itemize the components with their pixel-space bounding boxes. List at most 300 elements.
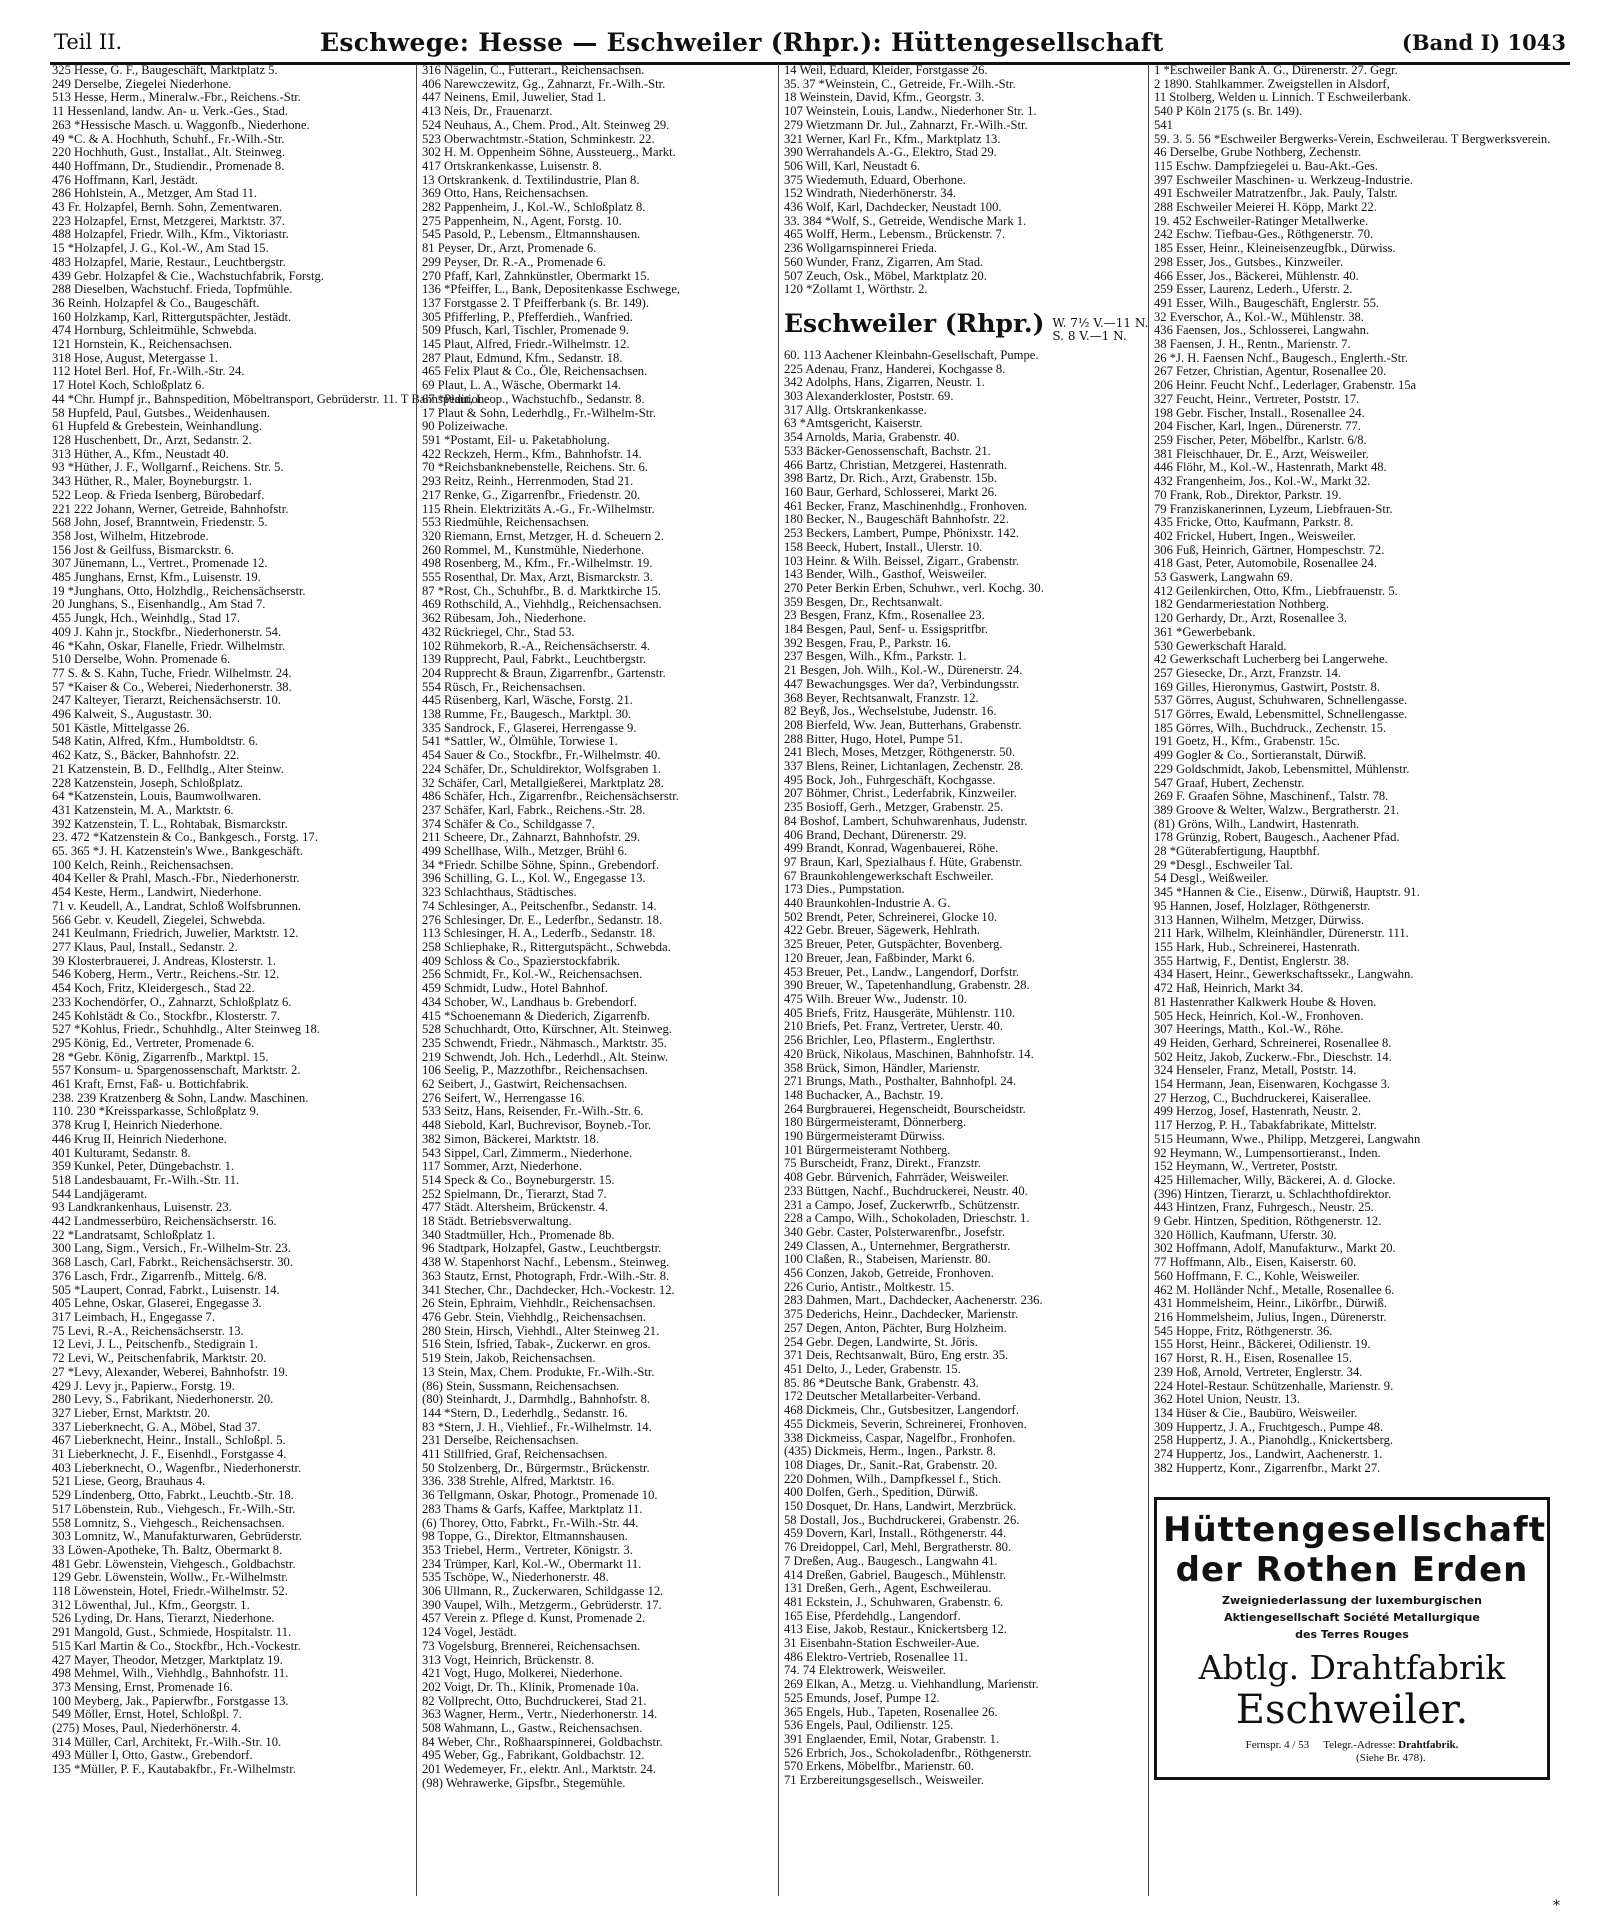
- directory-entry: 476 Hoffmann, Karl, Jestädt.: [52, 172, 198, 187]
- directory-entry: 124 Vogel, Jestädt.: [422, 1625, 517, 1640]
- directory-entry: 469 Rothschild, A., Viehhdlg., Reichensachsen.: [422, 597, 662, 612]
- directory-entry: 560 Hoffmann, F. C., Kohle, Weisweiler.: [1154, 1268, 1360, 1283]
- directory-entry: 20 Junghans, S., Eisenhandlg., Am Stad 7.: [52, 597, 266, 612]
- directory-entry: 309 Huppertz, J. A., Fruchtgesch., Pumpe 48.: [1154, 1419, 1384, 1434]
- directory-entry: 499 Brandt, Konrad, Wagenbauerei, Röhe.: [784, 841, 999, 856]
- directory-entry: 363 Wagner, Herm., Vertr., Niederhonerstr. 14.: [422, 1707, 658, 1722]
- directory-entry: 276 Seifert, W., Herrengasse 16.: [422, 1090, 585, 1105]
- directory-entry: 247 Kalteyer, Tierarzt, Reichensächserstr. 10.: [52, 693, 281, 708]
- directory-entry: 154 Hermann, Jean, Eisenwaren, Kochgasse 3.: [1154, 1077, 1391, 1092]
- directory-entry: 467 Lieberknecht, Heinr., Install., Schloßpl. 5.: [52, 1433, 286, 1448]
- directory-entry: 267 Fetzer, Christian, Agentur, Rosenallee 20.: [1154, 364, 1387, 379]
- directory-entry: 440 Braunkohlen-Industrie A. G.: [784, 896, 951, 911]
- directory-entry: 120 Breuer, Jean, Faßbinder, Markt 6.: [784, 950, 975, 965]
- directory-entry: 283 Dahmen, Mart., Dachdecker, Aachenerstr. 236.: [784, 1293, 1043, 1308]
- directory-entry: 58 Hupfeld, Paul, Gutsbes., Weidenhausen.: [52, 405, 271, 420]
- directory-entry: 415 *Schoenemann & Diederich, Zigarrenfb.: [422, 1008, 651, 1023]
- ad-telegram-label: Telegr.-Adresse:: [1323, 1739, 1396, 1752]
- directory-entry: 459 Schmidt, Ludw., Hotel Bahnhof.: [422, 981, 608, 996]
- directory-entry: 506 Will, Karl, Neustadt 6.: [784, 158, 921, 173]
- directory-entry: 529 Lindenberg, Otto, Fabrkt., Leuchtb.-Str. 18.: [52, 1488, 294, 1503]
- directory-entry: 39 Klosterbrauerei, J. Andreas, Klosterstr. 1.: [52, 953, 276, 968]
- directory-entry: 519 Stein, Jakob, Reichensachsen.: [422, 1351, 596, 1366]
- directory-entry: 439 Gebr. Holzapfel & Cie., Wachstuchfabrik, Forstg.: [52, 268, 324, 283]
- directory-entry: 152 Windrath, Niederhönerstr. 34.: [784, 186, 957, 201]
- directory-entry: 190 Bürgermeisteramt Dürwiss.: [784, 1129, 946, 1144]
- directory-entry: 121 Hornstein, K., Reichensachsen.: [52, 337, 233, 352]
- directory-entry: 76 Dreidoppel, Carl, Mehl, Bergratherstr. 80.: [784, 1540, 1012, 1555]
- section-heading-eschweiler: [784, 308, 1149, 343]
- directory-entry: 321 Werner, Karl Fr., Kfm., Marktplatz 13.: [784, 131, 1001, 146]
- directory-entry: 110. 230 *Kreissparkasse, Schloßplatz 9.: [52, 1104, 259, 1119]
- directory-entry: 245 Kohlstädt & Co., Stockfbr., Klosterstr. 7.: [52, 1008, 281, 1023]
- directory-entry: 361 *Gewerbebank.: [1154, 624, 1256, 639]
- directory-entry: 19. 452 Eschweiler-Ratinger Metallwerke.: [1154, 213, 1369, 228]
- directory-entry: 81 Hastenrather Kalkwerk Hoube & Hoven.: [1154, 994, 1377, 1009]
- directory-entry: 374 Schäfer & Co., Schildgasse 7.: [422, 816, 595, 831]
- directory-entry: 320 Riemann, Ernst, Metzger, H. d. Scheuern 2.: [422, 528, 664, 543]
- directory-entry: 77 S. & S. Kahn, Tuche, Friedr. Wilhelmstr. 24.: [52, 665, 292, 680]
- directory-entry: 283 Thams & Garfs, Kaffee, Marktplatz 11.: [422, 1501, 643, 1516]
- directory-entry: 440 Hoffmann, Dr., Studiendir., Promenade 8.: [52, 158, 285, 173]
- directory-entry: 475 Wilh. Breuer Ww., Judenstr. 10.: [784, 992, 967, 1006]
- directory-entry: 256 Schmidt, Fr., Kol.-W., Reichensachsen.: [422, 967, 643, 982]
- directory-entry: 368 Lasch, Carl, Fabrkt., Reichensächserstr. 30.: [52, 1255, 293, 1270]
- directory-entry: 280 Stein, Hirsch, Viehhdl., Alter Steinweg 21.: [422, 1323, 660, 1338]
- directory-entry: 488 Holzapfel, Friedr. Wilh., Kfm., Viktoriastr.: [52, 227, 289, 242]
- directory-entry: 517 Löbenstein, Rub., Viehgesch., Fr.-Wilh.-Str.: [52, 1501, 296, 1516]
- directory-entry: 113 Schlesinger, H. A., Lederfb., Sedanstr. 18.: [422, 926, 656, 941]
- directory-entry: 354 Arnolds, Maria, Grabenstr. 40.: [784, 430, 960, 445]
- directory-entry: 249 Classen, A., Unternehmer, Bergratherstr.: [784, 1238, 1011, 1253]
- directory-entry: 432 Rückriegel, Chr., Stad 53.: [422, 624, 575, 639]
- directory-entry: 100 Claßen, R., Stabeisen, Marienstr. 80.: [784, 1252, 991, 1267]
- directory-entry: 446 Krug II, Heinrich Niederhone.: [52, 1131, 227, 1146]
- office-hours-sunday: S. 8 V.—1 N.: [1052, 328, 1127, 343]
- directory-entry: 465 Wolff, Herm., Lebensm., Brückenstr. 7.: [784, 227, 1005, 242]
- directory-entry: 172 Deutscher Metallarbeiter-Verband.: [784, 1389, 981, 1404]
- directory-entry: 495 Bock, Joh., Fuhrgeschäft, Kochgasse.: [784, 772, 996, 787]
- directory-entry: 392 Katzenstein, T. L., Rohtabak, Bismarckstr.: [52, 816, 288, 831]
- directory-entry: 258 Huppertz, J. A., Pianohdlg., Knickertsberg.: [1154, 1433, 1394, 1448]
- directory-entry: 43 Fr. Holzapfel, Bernh. Sohn, Zementwaren.: [52, 200, 283, 215]
- directory-entry: 77 Hoffmann, Alb., Eisen, Kaiserstr. 60.: [1154, 1255, 1357, 1270]
- directory-entry: 447 Neinens, Emil, Juwelier, Stad 1.: [422, 90, 606, 105]
- directory-entry: 31 Eisenbahn-Station Eschweiler-Aue.: [784, 1636, 980, 1651]
- directory-entry: 313 Hüther, A., Kfm., Neustadt 40.: [52, 446, 229, 461]
- directory-entry: 465 Felix Plaut & Co., Öle, Reichensachsen.: [422, 364, 648, 379]
- directory-entry: 57 *Kaiser & Co., Weberei, Niederhonerstr. 38.: [52, 679, 292, 694]
- directory-entry: 169 Gilles, Hieronymus, Gastwirt, Poststr. 8.: [1154, 679, 1380, 694]
- directory-entry: 400 Dolfen, Gerh., Spedition, Dürwiß.: [784, 1485, 979, 1500]
- directory-entry: 451 Delto, J., Leder, Grabenstr. 15.: [784, 1361, 961, 1376]
- directory-entry: 554 Rüsch, Fr., Reichensachsen.: [422, 679, 586, 694]
- directory-entry: 535 Tschöpe, W., Niederhonerstr. 48.: [422, 1570, 609, 1585]
- directory-entry: 33. 384 *Wolf, S., Getreide, Wendische Mark 1.: [784, 213, 1027, 228]
- directory-entry: 211 Hark, Wilhelm, Kleinhändler, Dürenerstr. 111.: [1154, 926, 1409, 941]
- directory-entry: 27 Herzog, C., Buchdruckerei, Kaiserallee.: [1154, 1090, 1372, 1105]
- directory-entry: 314 Müller, Carl, Architekt, Fr.-Wilh.-Str. 10.: [52, 1734, 282, 1749]
- section-office-hours: [1052, 317, 1148, 343]
- directory-entry: 541: [1154, 117, 1173, 132]
- directory-entry: 307 Jünemann, L., Vertret., Promenade 12.: [52, 556, 268, 571]
- directory-entry: 390 Breuer, W., Tapetenhandlung, Grabenstr. 28.: [784, 978, 1030, 993]
- directory-entry: 46 *Kahn, Oskar, Flanelle, Friedr. Wilhelmstr.: [52, 638, 286, 653]
- directory-entry: 524 Neuhaus, A., Chem. Prod., Alt. Steinweg 29.: [422, 117, 670, 132]
- directory-entry: 7 Dreßen, Aug., Baugesch., Langwahn 41.: [784, 1553, 998, 1568]
- directory-entry: 229 Goldschmidt, Jakob, Lebensmittel, Mühlenstr.: [1154, 761, 1410, 776]
- directory-entry: 15 *Holzapfel, J. G., Kol.-W., Am Stad 15.: [52, 241, 269, 256]
- directory-entry: 231 a Campo, Josef, Zuckerwrfb., Schützenstr.: [784, 1197, 1020, 1212]
- directory-entry: 120 Gerhardy, Dr., Arzt, Rosenallee 3.: [1154, 611, 1347, 626]
- directory-entry: 79 Franziskanerinnen, Lyzeum, Liebfrauen-Str.: [1154, 501, 1393, 516]
- directory-entry: 453 Breuer, Pet., Landw., Langendorf, Dorfstr.: [784, 964, 1020, 979]
- directory-entry: 228 Katzenstein, Joseph, Schloßplatz.: [52, 775, 243, 790]
- directory-entry: (435) Dickmeis, Herm., Ingen., Parkstr. 8.: [784, 1444, 996, 1459]
- directory-entry: 100 Kelch, Reinh., Reichensachsen.: [52, 857, 234, 872]
- directory-entry: 417 Ortskrankenkasse, Luisenstr. 8.: [422, 158, 602, 173]
- directory-entry: 505 *Laupert, Conrad, Fabrkt., Luisenstr. 14.: [52, 1282, 280, 1297]
- directory-entry: 148 Buchacker, A., Bachstr. 19.: [784, 1087, 944, 1102]
- directory-entry: 62 Seibert, J., Gastwirt, Reichensachsen.: [422, 1077, 628, 1092]
- directory-entry: 277 Klaus, Paul, Install., Sedanstr. 2.: [52, 940, 238, 954]
- directory-entry: 241 Blech, Moses, Metzger, Röthgenerstr. 50.: [784, 745, 1016, 760]
- directory-entry: 58 Dostall, Jos., Buchdruckerei, Grabenstr. 26.: [784, 1512, 1020, 1527]
- directory-entry: 84 Boshof, Lambert, Schuhwarenhaus, Judenstr.: [784, 813, 1028, 828]
- directory-entry: 392 Besgen, Frau, P., Parkstr. 16.: [784, 635, 951, 650]
- directory-entry: 115 Eschw. Dampfziegelei u. Bau-Akt.-Ges.: [1154, 158, 1378, 173]
- directory-entry: 568 John, Josef, Branntwein, Friedenstr. 5.: [52, 515, 268, 530]
- directory-entry: 445 Rüsenberg, Karl, Wäsche, Forstg. 21.: [422, 693, 633, 708]
- directory-entry: 117 Sommer, Arzt, Niederhone.: [422, 1159, 582, 1174]
- directory-entry: 155 Hark, Hub., Schreinerei, Hastenrath.: [1154, 940, 1360, 954]
- directory-entry: 274 Huppertz, Jos., Landwirt, Aachenerstr. 1.: [1154, 1447, 1383, 1462]
- directory-entry: 442 Landmesserbüro, Reichensächserstr. 16.: [52, 1214, 277, 1229]
- directory-entry: 302 Hoffmann, Adolf, Manufakturw., Markt 20.: [1154, 1241, 1396, 1256]
- ad-company-name: Hüttengesellschaft: [1163, 1510, 1547, 1551]
- directory-entry: 185 Görres, Wilh., Buchdruck., Zechenstr. 15.: [1154, 720, 1387, 735]
- directory-entry: 224 Hotel-Restaur. Schützenhalle, Marienstr. 9.: [1154, 1378, 1394, 1393]
- directory-entry: 288 Eschweiler Meierei H. Köpp, Markt 22.: [1154, 200, 1377, 215]
- directory-entry: 558 Lomnitz, S., Viehgesch., Reichensachsen.: [52, 1515, 285, 1530]
- directory-entry: 546 Koberg, Herm., Vertr., Reichens.-Str. 12.: [52, 967, 280, 982]
- directory-entry: 493 Müller I, Otto, Gastw., Grebendorf.: [52, 1748, 253, 1763]
- ad-department: Abtlg. Drahtfabrik: [1198, 1648, 1506, 1688]
- directory-entry: 528 Schuchhardt, Otto, Kürschner, Alt. Steinweg.: [422, 1022, 672, 1037]
- directory-entry: 71 v. Keudell, A., Landrat, Schloß Wolfsbrunnen.: [52, 898, 302, 913]
- directory-entry: 36 Reinh. Holzapfel & Co., Baugeschäft.: [52, 295, 260, 310]
- directory-entry: 12 Levi, J. L., Peitschenfb., Stedigrain 1.: [52, 1337, 259, 1352]
- directory-entry: 340 Stadtmüller, Hch., Promenade 8b.: [422, 1227, 615, 1242]
- directory-entry: 220 Hochhuth, Gust., Installat., Alt. Steinweg.: [52, 145, 285, 160]
- directory-entry: 82 Beyß, Jos., Wechselstube, Judenstr. 16.: [784, 704, 997, 719]
- directory-entry: 155 Horst, Heinr., Bäckerei, Odilienstr. 19.: [1154, 1337, 1371, 1352]
- directory-entry: 298 Esser, Jos., Gutsbes., Kinzweiler.: [1154, 254, 1344, 269]
- directory-entry: 136 *Pfeiffer, L., Bank, Depositenkasse Eschwege,: [422, 282, 681, 297]
- directory-entry: 220 Dohmen, Wilh., Dampfkessel f., Stich.: [784, 1471, 1002, 1486]
- directory-entry: 499 Schellhase, Wilh., Metzger, Brühl 6.: [422, 844, 628, 859]
- directory-entry: 491 Esser, Wilh., Baugeschäft, Englerstr. 55.: [1154, 295, 1380, 310]
- directory-entry: 131 Dreßen, Gerh., Agent, Eschweilerau.: [784, 1581, 992, 1596]
- directory-entry: 456 Conzen, Jakob, Getreide, Fronhoven.: [784, 1266, 994, 1281]
- directory-entry: 530 Gewerkschaft Harald.: [1154, 638, 1287, 653]
- column-4-directory: [1148, 64, 1578, 1896]
- directory-entry: 476 Gebr. Stein, Viehhdlg., Reichensachsen.: [422, 1309, 646, 1324]
- directory-entry: 21 Katzenstein, B. D., Fellhdlg., Alter Steinw.: [52, 761, 284, 776]
- directory-entry: 302 H. M. Oppenheim Söhne, Aussteuerg., Markt.: [422, 145, 676, 160]
- directory-entry: 180 Bürgermeisteramt, Dönnerberg.: [784, 1115, 967, 1130]
- directory-entry: 313 Vogt, Heinrich, Brückenstr. 8.: [422, 1652, 595, 1667]
- directory-entry: 120 *Zollamt 1, Wörthstr. 2.: [784, 282, 928, 297]
- directory-entry: 287 Plaut, Edmund, Kfm., Sedanstr. 18.: [422, 350, 623, 365]
- directory-entry: 198 Gebr. Fischer, Install., Rosenallee 24.: [1154, 405, 1365, 420]
- directory-entry: 305 Pfifferling, P., Pfefferdieh., Wanfried.: [422, 309, 633, 324]
- directory-entry: 466 Esser, Jos., Bäckerei, Mühlenstr. 40.: [1154, 268, 1359, 283]
- column-3-eschweiler-entries: [784, 349, 1144, 1788]
- directory-entry: 547 Graaf, Hubert, Zechenstr.: [1154, 775, 1305, 790]
- directory-entry: 373 Mensing, Ernst, Promenade 16.: [52, 1679, 233, 1694]
- directory-entry: 44 *Chr. Humpf jr., Bahnspedition, Möbeltransport, Gebrüderstr. 11. T Bahnspedition.: [52, 391, 488, 406]
- directory-entry: 381 Fleischhauer, Dr. E., Arzt, Weisweiler.: [1154, 446, 1369, 461]
- directory-entry: 390 Werrahandels A.-G., Elektro, Stad 29.: [784, 145, 997, 160]
- directory-entry: (275) Moses, Paul, Niederhönerstr. 4.: [52, 1721, 241, 1736]
- directory-entry: 50 Stolzenberg, Dr., Bürgermstr., Brückenstr.: [422, 1460, 650, 1475]
- directory-entry: 317 Allg. Ortskrankenkasse.: [784, 402, 927, 417]
- directory-entry: 84 Weber, Chr., Roßhaarspinnerei, Goldbachstr.: [422, 1734, 663, 1749]
- directory-entry: 233 Kochendörfer, O., Zahnarzt, Schloßplatz 6.: [52, 994, 292, 1009]
- directory-entry: 491 Eschweiler Matratzenfbr., Jak. Pauly, Talstr.: [1154, 186, 1398, 201]
- directory-entry: 323 Schlachthaus, Städtisches.: [422, 885, 577, 900]
- page-part-label: Teil II.: [54, 30, 123, 54]
- directory-entry: 526 Erbrich, Jos., Schokoladenfbr., Röthgenerstr.: [784, 1745, 1032, 1760]
- directory-entry: 182 Gendarmeriestation Nothberg.: [1154, 597, 1329, 612]
- directory-entry: 303 Alexanderkloster, Poststr. 69.: [784, 389, 954, 404]
- directory-entry: 101 Bürgermeisteramt Nothberg.: [784, 1142, 951, 1157]
- directory-entry: 483 Holzapfel, Marie, Restaur., Leuchtbergstr.: [52, 254, 286, 269]
- directory-entry: 409 J. Kahn jr., Stockfbr., Niederhonerstr. 54.: [52, 624, 282, 639]
- directory-entry: 286 Hohlstein, A., Metzger, Am Stad 11.: [52, 186, 258, 201]
- directory-entry: 231 Derselbe, Reichensachsen.: [422, 1433, 579, 1448]
- column-4-entries: [1154, 64, 1578, 1475]
- ad-subtitle-1: Zweigniederlassung der luxemburgischen: [1222, 1594, 1482, 1608]
- directory-entry: 257 Degen, Anton, Pächter, Burg Holzheim.: [784, 1320, 1007, 1335]
- directory-entry: 21 Besgen, Joh. Wilh., Kol.-W., Dürenerstr. 24.: [784, 663, 1023, 678]
- directory-entry: 34 *Friedr. Schilbe Söhne, Spinn., Grebendorf.: [422, 857, 660, 872]
- directory-entry: 42 Gewerkschaft Lucherberg bei Langerwehe.: [1154, 652, 1388, 667]
- directory-entry: 431 Katzenstein, M. A., Marktstr. 6.: [52, 802, 234, 817]
- directory-entry: 521 Liese, Georg, Brauhaus 4.: [52, 1474, 206, 1489]
- directory-entry: 343 Hüther, R., Maler, Boyneburgstr. 1.: [52, 474, 252, 489]
- directory-entry: 75 Levi, R.-A., Reichensächserstr. 13.: [52, 1323, 244, 1338]
- directory-entry: 422 Reckzeh, Herm., Kfm., Bahnhofstr. 14.: [422, 446, 642, 461]
- directory-entry: 498 Mehmel, Wilh., Viehhdlg., Bahnhofstr. 11.: [52, 1666, 289, 1681]
- directory-entry: (6) Thorey, Otto, Fabrkt., Fr.-Wilh.-Str. 44.: [422, 1515, 639, 1530]
- directory-entry: 533 Bäcker-Genossenschaft, Bachstr. 21.: [784, 443, 991, 458]
- directory-entry: 462 Katz, S., Bäcker, Bahnhofstr. 22.: [52, 748, 240, 763]
- directory-entry: 239 Hoß, Arnold, Vertreter, Englerstr. 34.: [1154, 1364, 1363, 1379]
- directory-entry: 28 *Gebr. König, Zigarrenfb., Marktpl. 15.: [52, 1049, 269, 1064]
- directory-entry: 486 Schäfer, Hch., Zigarrenfbr., Reichensächserstr.: [422, 789, 679, 804]
- directory-entry: 93 *Hüther, J. F., Wollgarnf., Reichens. Str. 5.: [52, 460, 284, 475]
- ad-telegram-value: Drahtfabrik.: [1398, 1739, 1459, 1752]
- directory-entry: 447 Bewachungsges. Wer da?, Verbindungsstr.: [784, 676, 1020, 691]
- directory-entry: 389 Groove & Welter, Walzw., Bergratherstr. 21.: [1154, 802, 1400, 817]
- directory-entry: 73 Vogelsburg, Brennerei, Reichensachsen.: [422, 1638, 641, 1653]
- directory-entry: 108 Diages, Dr., Sanit.-Rat, Grabenstr. 20.: [784, 1457, 998, 1472]
- directory-entry: 260 Rommel, M., Kunstmühle, Niederhone.: [422, 542, 645, 557]
- directory-entry: 375 Wiedemuth, Eduard, Oberhone.: [784, 172, 966, 187]
- directory-entry: 462 M. Holländer Nchf., Metalle, Rosenallee 6.: [1154, 1282, 1395, 1297]
- directory-entry: 591 *Postamt, Eil- u. Paketabholung.: [422, 432, 610, 447]
- band-page-number: (Band I) 1043: [1401, 30, 1566, 55]
- office-hours-weekday: W. 7½ V.—11 N.: [1052, 315, 1149, 330]
- directory-entry: 270 Peter Berkin Erben, Schuhwr., verl. Kochg. 30.: [784, 580, 1044, 595]
- directory-entry: 448 Siebold, Karl, Buchrevisor, Boyneb.-Tor.: [422, 1118, 652, 1133]
- directory-entry: 516 Stein, Isfried, Tabak-, Zuckerwr. en gros.: [422, 1337, 651, 1352]
- directory-entry: 106 Seelig, P., Mazzothfbr., Reichensachsen.: [422, 1063, 648, 1078]
- directory-entry: 418 Gast, Peter, Automobile, Rosenallee 24.: [1154, 556, 1377, 571]
- directory-entry: 107 Weinstein, Louis, Landw., Niederhoner Str. 1.: [784, 104, 1037, 119]
- directory-entry: (86) Stein, Sussmann, Reichensachsen.: [422, 1378, 620, 1393]
- directory-entry: 64 *Katzenstein, Louis, Baumwollwaren.: [52, 789, 262, 804]
- directory-entry: 499 Gogler & Co., Sortieranstalt, Dürwiß.: [1154, 748, 1367, 763]
- directory-entry: 184 Besgen, Paul, Senf- u. Essigspritfbr.: [784, 622, 988, 637]
- directory-entry: 143 Bender, Wilh., Gasthof, Weisweiler.: [784, 567, 987, 582]
- directory-entry: 13 Stein, Max, Chem. Produkte, Fr.-Wilh.-Str.: [422, 1364, 655, 1379]
- directory-entry: 553 Riedmühle, Reichensachsen.: [422, 515, 590, 530]
- directory-entry: 403 Lieberknecht, O., Wagenfbr., Niederhonerstr.: [52, 1460, 302, 1475]
- directory-entry: 26 *J. H. Faensen Nchf., Baugesch., Englerth.-Str.: [1154, 350, 1408, 365]
- directory-entry: 358 Brück, Simon, Händler, Marienstr.: [784, 1060, 981, 1075]
- directory-entry: 427 Mayer, Theodor, Metzger, Marktplatz 19.: [52, 1652, 283, 1667]
- directory-entry: 435 Fricke, Otto, Kaufmann, Parkstr. 8.: [1154, 515, 1354, 530]
- directory-entry: 269 Elkan, A., Metzg. u. Viehhandlung, Marienstr.: [784, 1677, 1039, 1692]
- directory-entry: 61 Hupfeld & Grebestein, Weinhandlung.: [52, 419, 263, 434]
- footer-mark: *: [1553, 1898, 1560, 1914]
- directory-entry: 342 Adolphs, Hans, Zigarren, Neustr. 1.: [784, 375, 985, 390]
- directory-entry: 560 Wunder, Franz, Zigarren, Am Stad.: [784, 254, 984, 269]
- directory-entry: 412 Geilenkirchen, Otto, Kfm., Liebfrauenstr. 5.: [1154, 583, 1398, 598]
- directory-entry: 413 Eise, Jakob, Restaur., Knickertsberg 12.: [784, 1622, 1007, 1637]
- ad-subtitle-2: Aktiengesellschaft Société Metallurgique: [1224, 1611, 1480, 1625]
- directory-entry: 327 Feucht, Heinr., Vertreter, Poststr. 17.: [1154, 391, 1360, 406]
- directory-entry: 514 Speck & Co., Boyneburgerstr. 15.: [422, 1172, 615, 1187]
- directory-entry: 325 Breuer, Peter, Gutspächter, Bovenberg.: [784, 937, 1003, 952]
- directory-entry: 376 Lasch, Frdr., Zigarrenfb., Mittelg. 6/8.: [52, 1268, 267, 1283]
- directory-entry: 396 Schilling, G. L., Kol. W., Engegasse 13.: [422, 871, 646, 886]
- directory-entry: 436 Wolf, Karl, Dachdecker, Neustadt 100.: [784, 200, 1002, 215]
- directory-entry: 368 Beyer, Rechtsanwalt, Franzstr. 12.: [784, 690, 979, 705]
- directory-entry: 85. 86 *Deutsche Bank, Grabenstr. 43.: [784, 1375, 979, 1390]
- directory-entry: 115 Rhein. Elektrizitäts A.-G., Fr.-Wilhelmstr.: [422, 501, 655, 516]
- directory-entry: 436 Faensen, Jos., Schlosserei, Langwahn.: [1154, 323, 1370, 338]
- directory-entry: 118 Löwenstein, Hotel, Friedr.-Wilhelmstr. 52.: [52, 1584, 288, 1599]
- directory-entry: 69 Plaut, L. A., Wäsche, Obermarkt 14.: [422, 378, 622, 393]
- directory-entry: 19 *Junghans, Otto, Holzhdlg., Reichensächserstr.: [52, 583, 306, 598]
- directory-entry: 409 Schloss & Co., Spazierstockfabrik.: [422, 953, 621, 968]
- directory-entry: 312 Löwenthal, Jul., Kfm., Georgstr. 1.: [52, 1597, 250, 1612]
- directory-entry: 481 Gebr. Löwenstein, Viehgesch., Goldbachstr.: [52, 1556, 296, 1571]
- directory-entry: 391 Englaender, Emil, Notar, Grabenstr. 1.: [784, 1731, 1000, 1746]
- directory-entry: 341 Stecher, Chr., Dachdecker, Hch.-Vockestr. 12.: [422, 1282, 675, 1297]
- directory-entry: 156 Jost & Geilfuss, Bismarckstr. 6.: [52, 542, 234, 557]
- directory-entry: 228 a Campo, Wilh., Schokoladen, Drieschstr. 1.: [784, 1211, 1030, 1226]
- directory-entry: 502 Brendt, Peter, Schreinerei, Glocke 10.: [784, 909, 998, 924]
- directory-entry: 204 Fischer, Karl, Ingen., Dürenerstr. 77.: [1154, 419, 1361, 434]
- directory-entry: 526 Lyding, Dr. Hans, Tierarzt, Niederhone.: [52, 1611, 275, 1626]
- directory-entry: 207 Böhmer, Christ., Lederfabrik, Kinzweiler.: [784, 786, 1017, 801]
- directory-entry: 398 Bartz, Dr. Rich., Arzt, Grabenstr. 15b.: [784, 471, 998, 486]
- directory-entry: 454 Keste, Herm., Landwirt, Niederhone.: [52, 885, 262, 900]
- directory-entry: 523 Oberwachtmstr.-Station, Schminkestr. 22.: [422, 131, 655, 146]
- directory-entry: 160 Baur, Gerhard, Schlosserei, Markt 26.: [784, 484, 998, 499]
- directory-entry: 508 Wahmann, L., Gastw., Reichensachsen.: [422, 1721, 643, 1736]
- directory-entry: 461 Kraft, Ernst, Faß- u. Bottichfabrik.: [52, 1077, 249, 1092]
- directory-entry: 117 Herzog, P. H., Tabakfabrikate, Mittelstr.: [1154, 1118, 1377, 1133]
- directory-entry: 178 Grünzig, Robert, Baugesch., Aachener Pfad.: [1154, 830, 1400, 845]
- directory-entry: 429 J. Levy jr., Papierw., Forstg. 19.: [52, 1378, 235, 1393]
- directory-entry: 555 Rosenthal, Dr. Max, Arzt, Bismarckstr. 3.: [422, 570, 653, 585]
- ad-subtitle-3: des Terres Rouges: [1295, 1628, 1409, 1642]
- directory-entry: 320 Höllich, Kaufmann, Uferstr. 30.: [1154, 1227, 1337, 1242]
- directory-entry: 501 Kästle, Mittelgasse 26.: [52, 720, 190, 735]
- directory-entry: 54 Desgl., Weißweiler.: [1154, 871, 1269, 886]
- directory-entry: 422 Gebr. Breuer, Sägewerk, Hehlrath.: [784, 923, 981, 938]
- directory-entry: 401 Kulturamt, Sedanstr. 8.: [52, 1145, 191, 1160]
- directory-entry: 293 Reitz, Reinh., Herrenmoden, Stad 21.: [422, 474, 634, 489]
- directory-entry: 515 Karl Martin & Co., Stockfbr., Hch.-Vockestr.: [52, 1638, 301, 1653]
- directory-entry: 137 Forstgasse 2. T Pfeifferbank (s. Br. 149).: [422, 295, 650, 310]
- directory-entry: 71 Erzbereitungsgesellsch., Weisweiler.: [784, 1773, 984, 1788]
- directory-entry: 254 Gebr. Degen, Landwirte, St. Jöris.: [784, 1334, 978, 1349]
- directory-entry: 457 Verein z. Pflege d. Kunst, Promenade 2.: [422, 1611, 646, 1626]
- directory-entry: 336. 338 Strehle, Alfred, Marktstr. 16.: [422, 1474, 615, 1489]
- directory-entry: 75 Burscheidt, Franz, Direkt., Franzstr.: [784, 1156, 981, 1171]
- directory-entry: 340 Gebr. Caster, Polsterwarenfbr., Josefstr.: [784, 1224, 1005, 1239]
- directory-entry: 134 Hüser & Cie., Baubüro, Weisweiler.: [1154, 1405, 1358, 1420]
- directory-entry: 455 Dickmeis, Severin, Schreinerei, Fronhoven.: [784, 1416, 1027, 1431]
- directory-entry: 390 Vaupel, Wilh., Metzgerm., Gebrüderstr. 17.: [422, 1597, 662, 1612]
- directory-entry: 31 Lieberknecht, J. F., Eisenhdl., Forstgasse 4.: [52, 1447, 287, 1462]
- directory-entry: 431 Hommelsheim, Heinr., Likörfbr., Dürwiß.: [1154, 1296, 1387, 1311]
- advertisement-huettengesellschaft: [1154, 1497, 1550, 1780]
- directory-entry: 317 Leimbach, H., Engegasse 7.: [52, 1309, 215, 1324]
- directory-entry: 210 Briefs, Pet. Franz, Vertreter, Uerstr. 40.: [784, 1019, 1003, 1034]
- directory-entry: 259 Esser, Laurenz, Lederh., Uferstr. 2.: [1154, 282, 1353, 297]
- directory-entry: 271 Brungs, Math., Posthalter, Bahnhofpl. 24.: [784, 1074, 1017, 1089]
- directory-entry: 288 Bitter, Hugo, Hotel, Pumpe 51.: [784, 731, 963, 746]
- directory-entry: 92 Heymann, W., Lumpensortieranst., Inden.: [1154, 1145, 1381, 1160]
- directory-entry: 67 *Plaut, Leop., Wachstuchfb., Sedanstr. 8.: [422, 391, 645, 406]
- directory-entry: 527 *Kohlus, Friedr., Schuhhdlg., Alter Steinweg 18.: [52, 1022, 320, 1037]
- directory-entry: 74 Schlesinger, A., Peitschenfbr., Sedanstr. 14.: [422, 898, 657, 913]
- directory-entry: 477 Städt. Altersheim, Brückenstr. 4.: [422, 1200, 609, 1215]
- directory-entry: 371 Deis, Rechtsanwalt, Büro, Eng erstr. 35.: [784, 1348, 1009, 1363]
- directory-entry: 359 Kunkel, Peter, Düngebachstr. 1.: [52, 1159, 235, 1174]
- directory-entry: 219 Schwendt, Joh. Hch., Lederhdl., Alt. Steinw.: [422, 1049, 669, 1064]
- ad-phone-numbers: 4 / 53: [1284, 1739, 1310, 1752]
- directory-entry: 337 Blens, Reiner, Lichtanlagen, Zechenstr. 28.: [784, 759, 1024, 774]
- directory-entry: 46 Derselbe, Grube Nothberg, Zechenstr.: [1154, 145, 1362, 160]
- directory-entry: 139 Rupprecht, Paul, Fabrkt., Leuchtbergstr.: [422, 652, 646, 667]
- directory-entry: 129 Gebr. Löwenstein, Wollw., Fr.-Wilhelmstr.: [52, 1570, 288, 1585]
- directory-entry: 23. 472 *Katzenstein & Co., Bankgesch., Forstg. 17.: [52, 830, 318, 845]
- directory-entry: 505 Heck, Heinrich, Kol.-W., Fronhoven.: [1154, 1008, 1364, 1023]
- directory-entry: 23 Besgen, Franz, Kfm., Rosenallee 23.: [784, 608, 985, 623]
- directory-entry: 282 Pappenheim, J., Kol.-W., Schloßplatz 8.: [422, 200, 646, 215]
- directory-entry: 509 Pfusch, Karl, Tischler, Promenade 9.: [422, 323, 629, 338]
- page-title: Eschwege: Hesse — Eschweiler (Rhpr.): Hüttengesellschaft: [320, 28, 1164, 57]
